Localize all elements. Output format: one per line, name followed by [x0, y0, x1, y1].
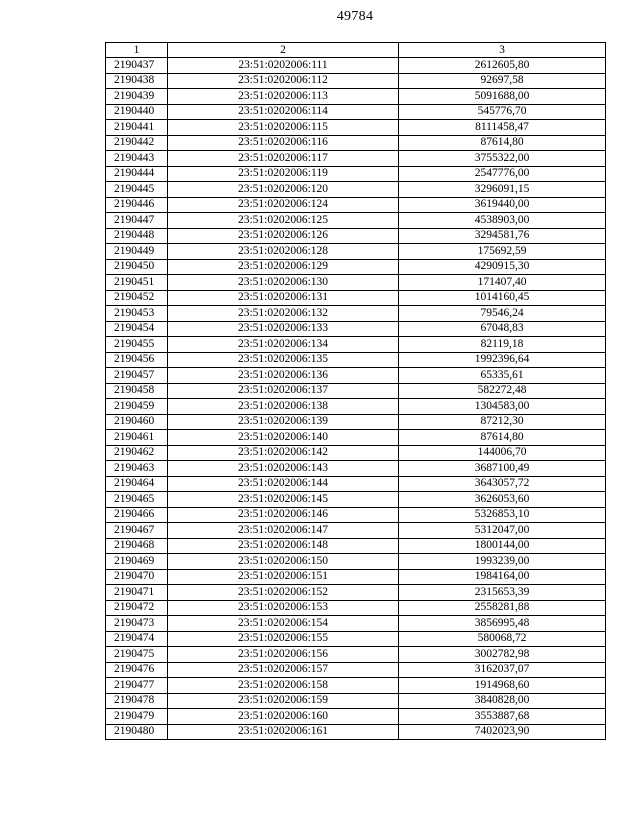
value-cell: 79546,24 [399, 306, 606, 322]
row-number-cell: 2190441 [106, 120, 168, 136]
row-number-cell: 2190450 [106, 259, 168, 275]
table-row [106, 290, 606, 306]
table-row [106, 259, 606, 275]
cadastral-number-cell: 23:51:0202006:129 [168, 259, 399, 275]
value-cell: 3626053,60 [399, 492, 606, 508]
cadastral-number-cell: 23:51:0202006:161 [168, 724, 399, 740]
cadastral-number-cell: 23:51:0202006:111 [168, 58, 399, 74]
value-cell: 1914968,60 [399, 678, 606, 694]
row-number-cell: 2190458 [106, 383, 168, 399]
table-row [106, 461, 606, 477]
cadastral-number-cell: 23:51:0202006:132 [168, 306, 399, 322]
row-number-cell: 2190444 [106, 166, 168, 182]
cadastral-number-cell: 23:51:0202006:148 [168, 538, 399, 554]
table-row [106, 321, 606, 337]
row-number-cell: 2190461 [106, 430, 168, 446]
value-cell: 1992396,64 [399, 352, 606, 368]
value-cell: 582272,48 [399, 383, 606, 399]
cadastral-number-cell: 23:51:0202006:159 [168, 693, 399, 709]
table-row [106, 383, 606, 399]
cadastral-number-cell: 23:51:0202006:144 [168, 476, 399, 492]
row-number-cell: 2190456 [106, 352, 168, 368]
value-cell: 5312047,00 [399, 523, 606, 539]
row-number-cell: 2190455 [106, 337, 168, 353]
cadastral-number-cell: 23:51:0202006:124 [168, 197, 399, 213]
value-cell: 2315653,39 [399, 585, 606, 601]
table-row [106, 104, 606, 120]
value-cell: 3687100,49 [399, 461, 606, 477]
value-cell: 3643057,72 [399, 476, 606, 492]
row-number-cell: 2190442 [106, 135, 168, 151]
row-number-cell: 2190462 [106, 445, 168, 461]
cadastral-number-cell: 23:51:0202006:112 [168, 73, 399, 89]
header-row [106, 43, 606, 58]
column-header-3: 3 [399, 43, 606, 58]
value-cell: 3294581,76 [399, 228, 606, 244]
value-cell: 175692,59 [399, 244, 606, 260]
row-number-cell: 2190468 [106, 538, 168, 554]
row-number-cell: 2190447 [106, 213, 168, 229]
table-row [106, 492, 606, 508]
table-row [106, 585, 606, 601]
table-row [106, 182, 606, 198]
table-row [106, 693, 606, 709]
cadastral-number-cell: 23:51:0202006:128 [168, 244, 399, 260]
value-cell: 3002782,98 [399, 647, 606, 663]
cadastral-number-cell: 23:51:0202006:150 [168, 554, 399, 570]
value-cell: 3755322,00 [399, 151, 606, 167]
table-row [106, 507, 606, 523]
column-header-2: 2 [168, 43, 399, 58]
cadastral-number-cell: 23:51:0202006:157 [168, 662, 399, 678]
cadastral-number-cell: 23:51:0202006:139 [168, 414, 399, 430]
cadastral-number-cell: 23:51:0202006:115 [168, 120, 399, 136]
table-row [106, 662, 606, 678]
row-number-cell: 2190466 [106, 507, 168, 523]
value-cell: 92697,58 [399, 73, 606, 89]
table-row [106, 414, 606, 430]
value-cell: 1800144,00 [399, 538, 606, 554]
table-row [106, 631, 606, 647]
row-number-cell: 2190479 [106, 709, 168, 725]
value-cell: 1984164,00 [399, 569, 606, 585]
cadastral-number-cell: 23:51:0202006:146 [168, 507, 399, 523]
value-cell: 2547776,00 [399, 166, 606, 182]
table-row [106, 600, 606, 616]
row-number-cell: 2190454 [106, 321, 168, 337]
cadastral-number-cell: 23:51:0202006:119 [168, 166, 399, 182]
value-cell: 580068,72 [399, 631, 606, 647]
row-number-cell: 2190470 [106, 569, 168, 585]
row-number-cell: 2190451 [106, 275, 168, 291]
row-number-cell: 2190443 [106, 151, 168, 167]
value-cell: 2612605,80 [399, 58, 606, 74]
row-number-cell: 2190439 [106, 89, 168, 105]
row-number-cell: 2190476 [106, 662, 168, 678]
row-number-cell: 2190453 [106, 306, 168, 322]
cadastral-number-cell: 23:51:0202006:131 [168, 290, 399, 306]
table-row [106, 275, 606, 291]
row-number-cell: 2190463 [106, 461, 168, 477]
table-row [106, 352, 606, 368]
value-cell: 3856995,48 [399, 616, 606, 632]
row-number-cell: 2190480 [106, 724, 168, 740]
value-cell: 87614,80 [399, 135, 606, 151]
cadastral-number-cell: 23:51:0202006:153 [168, 600, 399, 616]
cadastral-number-cell: 23:51:0202006:134 [168, 337, 399, 353]
table-row [106, 135, 606, 151]
cadastral-number-cell: 23:51:0202006:114 [168, 104, 399, 120]
table-row [106, 678, 606, 694]
cadastral-number-cell: 23:51:0202006:138 [168, 399, 399, 415]
cadastral-number-cell: 23:51:0202006:156 [168, 647, 399, 663]
table-row [106, 73, 606, 89]
value-cell: 3840828,00 [399, 693, 606, 709]
row-number-cell: 2190446 [106, 197, 168, 213]
cadastral-number-cell: 23:51:0202006:155 [168, 631, 399, 647]
cadastral-number-cell: 23:51:0202006:120 [168, 182, 399, 198]
value-cell: 65335,61 [399, 368, 606, 384]
cadastral-number-cell: 23:51:0202006:140 [168, 430, 399, 446]
value-cell: 5091688,00 [399, 89, 606, 105]
cadastral-number-cell: 23:51:0202006:130 [168, 275, 399, 291]
cadastral-number-cell: 23:51:0202006:158 [168, 678, 399, 694]
value-cell: 87212,30 [399, 414, 606, 430]
value-cell: 1304583,00 [399, 399, 606, 415]
row-number-cell: 2190475 [106, 647, 168, 663]
row-number-cell: 2190457 [106, 368, 168, 384]
cadastral-number-cell: 23:51:0202006:154 [168, 616, 399, 632]
cadastral-number-cell: 23:51:0202006:143 [168, 461, 399, 477]
cadastral-number-cell: 23:51:0202006:135 [168, 352, 399, 368]
value-cell: 5326853,10 [399, 507, 606, 523]
table-row [106, 166, 606, 182]
table-row [106, 244, 606, 260]
table-row [106, 228, 606, 244]
table-row [106, 368, 606, 384]
value-cell: 3553887,68 [399, 709, 606, 725]
value-cell: 7402023,90 [399, 724, 606, 740]
value-cell: 2558281,88 [399, 600, 606, 616]
cadastral-number-cell: 23:51:0202006:116 [168, 135, 399, 151]
table-row [106, 120, 606, 136]
value-cell: 171407,40 [399, 275, 606, 291]
row-number-cell: 2190472 [106, 600, 168, 616]
row-number-cell: 2190452 [106, 290, 168, 306]
table-row [106, 337, 606, 353]
table-header [106, 43, 606, 58]
cadastral-number-cell: 23:51:0202006:151 [168, 569, 399, 585]
row-number-cell: 2190437 [106, 58, 168, 74]
table-row [106, 538, 606, 554]
value-cell: 4290915,30 [399, 259, 606, 275]
value-cell: 87614,80 [399, 430, 606, 446]
cadastral-number-cell: 23:51:0202006:160 [168, 709, 399, 725]
table-row [106, 616, 606, 632]
table-row [106, 151, 606, 167]
table-row [106, 445, 606, 461]
cadastral-number-cell: 23:51:0202006:152 [168, 585, 399, 601]
row-number-cell: 2190448 [106, 228, 168, 244]
row-number-cell: 2190445 [106, 182, 168, 198]
row-number-cell: 2190469 [106, 554, 168, 570]
value-cell: 545776,70 [399, 104, 606, 120]
table-row [106, 476, 606, 492]
value-cell: 144006,70 [399, 445, 606, 461]
table-row [106, 399, 606, 415]
row-number-cell: 2190467 [106, 523, 168, 539]
value-cell: 3162037,07 [399, 662, 606, 678]
table-body [106, 58, 606, 740]
cadastral-number-cell: 23:51:0202006:133 [168, 321, 399, 337]
table-row [106, 58, 606, 74]
page-number: 49784 [336, 9, 374, 24]
value-cell: 8111458,47 [399, 120, 606, 136]
cadastral-number-cell: 23:51:0202006:142 [168, 445, 399, 461]
table-row [106, 89, 606, 105]
cadastral-number-cell: 23:51:0202006:113 [168, 89, 399, 105]
row-number-cell: 2190471 [106, 585, 168, 601]
column-header-1: 1 [106, 43, 168, 58]
cadastral-number-cell: 23:51:0202006:136 [168, 368, 399, 384]
value-cell: 67048,83 [399, 321, 606, 337]
table-row [106, 554, 606, 570]
row-number-cell: 2190460 [106, 414, 168, 430]
row-number-cell: 2190474 [106, 631, 168, 647]
table-row [106, 430, 606, 446]
row-number-cell: 2190477 [106, 678, 168, 694]
table-row [106, 197, 606, 213]
table-row [106, 523, 606, 539]
table-row [106, 709, 606, 725]
cadastral-number-cell: 23:51:0202006:117 [168, 151, 399, 167]
table-row [106, 213, 606, 229]
cadastral-number-cell: 23:51:0202006:125 [168, 213, 399, 229]
cadastral-number-cell: 23:51:0202006:137 [168, 383, 399, 399]
value-cell: 3619440,00 [399, 197, 606, 213]
table-row [106, 306, 606, 322]
row-number-cell: 2190449 [106, 244, 168, 260]
value-cell: 3296091,15 [399, 182, 606, 198]
cadastral-number-cell: 23:51:0202006:145 [168, 492, 399, 508]
cadastral-number-cell: 23:51:0202006:126 [168, 228, 399, 244]
row-number-cell: 2190464 [106, 476, 168, 492]
table-row [106, 724, 606, 740]
table-row [106, 569, 606, 585]
row-number-cell: 2190478 [106, 693, 168, 709]
row-number-cell: 2190473 [106, 616, 168, 632]
cadastral-number-cell: 23:51:0202006:147 [168, 523, 399, 539]
row-number-cell: 2190459 [106, 399, 168, 415]
value-cell: 82119,18 [399, 337, 606, 353]
table-row [106, 647, 606, 663]
data-table [105, 42, 606, 740]
row-number-cell: 2190440 [106, 104, 168, 120]
value-cell: 1014160,45 [399, 290, 606, 306]
row-number-cell: 2190438 [106, 73, 168, 89]
value-cell: 1993239,00 [399, 554, 606, 570]
row-number-cell: 2190465 [106, 492, 168, 508]
value-cell: 4538903,00 [399, 213, 606, 229]
